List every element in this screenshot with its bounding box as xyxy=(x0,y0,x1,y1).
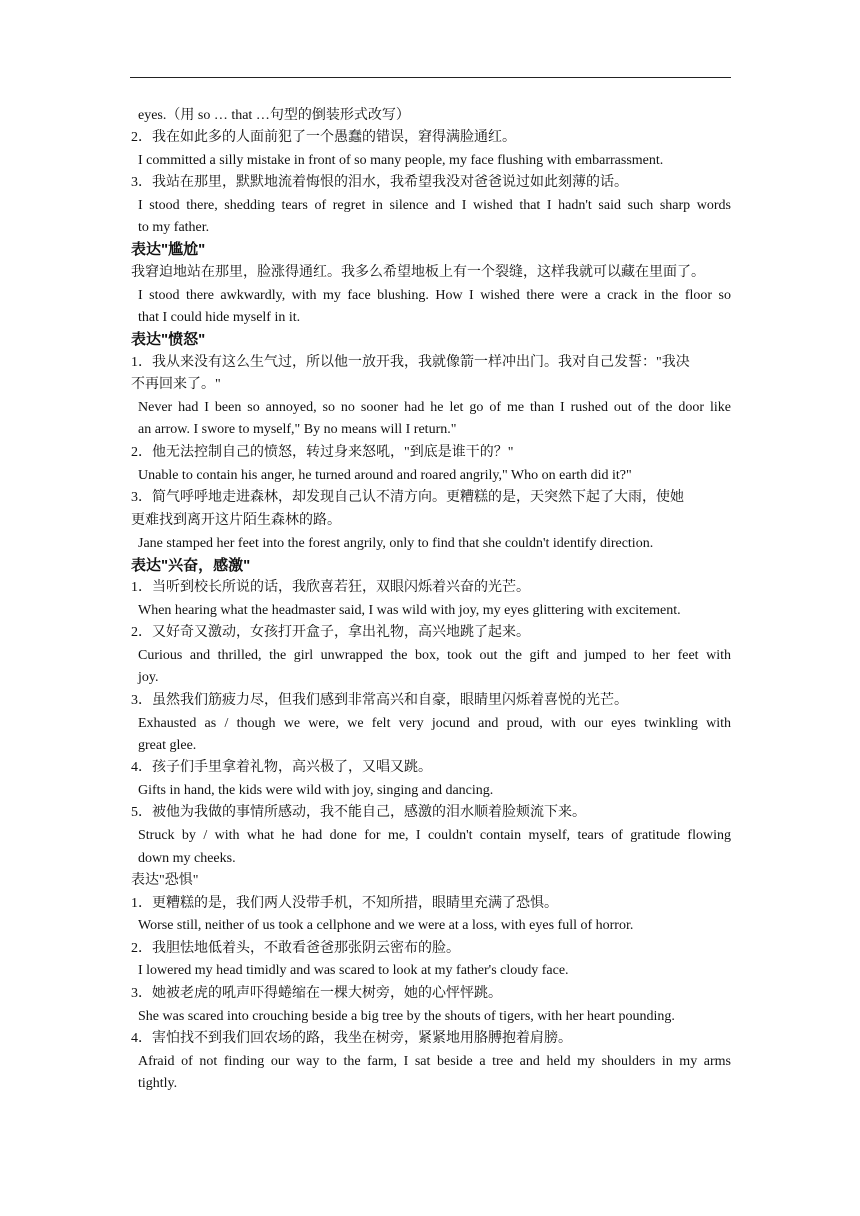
text-line: that I could hide myself in it. xyxy=(138,310,301,325)
text-line: 5．被他为我做的事情所感动，我不能自己，感激的泪水顺着脸颊流下来。 xyxy=(131,805,586,820)
section-heading: 表达"兴奋，感激" xyxy=(131,557,251,574)
text-line: joy. xyxy=(138,670,159,685)
text-line: 3．虽然我们筋疲力尽，但我们感到非常高兴和自豪，眼睛里闪烁着喜悦的光芒。 xyxy=(131,693,628,708)
text-line: 3．我站在那里，默默地流着悔恨的泪水，我希望我没对爸爸说过如此刻薄的话。 xyxy=(131,175,628,190)
text-line: 1．更糟糕的是，我们两人没带手机，不知所措，眼睛里充满了恐惧。 xyxy=(131,896,558,911)
text-line: Never had I been so annoyed, so no sooner had he let go of me than I rushed out of the door like xyxy=(138,400,731,415)
text-line: Afraid of not finding our way to the farm, I sat beside a tree and held my shoulders in my arms xyxy=(138,1054,731,1069)
text-line: eyes.（用 so … that …句型的倒装形式改写） xyxy=(138,108,410,123)
section-heading: 表达"尴尬" xyxy=(131,241,206,258)
section-heading: 表达"愤怒" xyxy=(131,331,206,348)
header-rule xyxy=(130,77,731,78)
text-line: Gifts in hand, the kids were wild with joy, singing and dancing. xyxy=(138,783,494,798)
text-line: I stood there, shedding tears of regret in silence and I wished that I hadn't said such sharp words xyxy=(138,198,731,213)
text-line: Jane stamped her feet into the forest angrily, only to find that she couldn't identify direction. xyxy=(138,536,654,551)
text-line: 2．我在如此多的人面前犯了一个愚蠢的错误，窘得满脸通红。 xyxy=(131,130,516,145)
text-line: I stood there awkwardly, with my face blushing. How I wished there were a crack in the floor so xyxy=(138,288,731,303)
text-line: She was scared into crouching beside a big tree by the shouts of tigers, with her heart pounding. xyxy=(138,1009,675,1024)
text-line: tightly. xyxy=(138,1076,178,1091)
text-line: 4．害怕找不到我们回农场的路，我坐在树旁，紧紧地用胳膊抱着肩膀。 xyxy=(131,1031,572,1046)
text-line: Exhausted as / though we were, we felt very jocund and proud, with our eyes twinkling with xyxy=(138,716,731,731)
text-line: 4．孩子们手里拿着礼物，高兴极了，又唱又跳。 xyxy=(131,760,432,775)
text-line: 更难找到离开这片陌生森林的路。 xyxy=(131,513,341,528)
text-line: great glee. xyxy=(138,738,197,753)
section-heading: 表达"恐惧" xyxy=(131,873,199,888)
text-line: 3．她被老虎的吼声吓得蜷缩在一棵大树旁，她的心怦怦跳。 xyxy=(131,986,502,1001)
text-line: 1．当听到校长所说的话，我欣喜若狂，双眼闪烁着兴奋的光芒。 xyxy=(131,580,530,595)
text-line: I committed a silly mistake in front of so many people, my face flushing with embarrassment. xyxy=(138,153,664,168)
text-line: to my father. xyxy=(138,220,210,235)
text-line: 2．他无法控制自己的愤怒，转过身来怒吼，"到底是谁干的？" xyxy=(131,445,514,460)
text-line: 3．简气呼呼地走进森林，却发现自己认不清方向。更糟糕的是，天突然下起了大雨，使她 xyxy=(131,490,684,505)
text-line: 1．我从来没有这么生气过，所以他一放开我，我就像箭一样冲出门。我对自己发誓："我决 xyxy=(131,355,690,370)
text-line: 2．我胆怯地低着头，不敢看爸爸那张阴云密布的脸。 xyxy=(131,941,460,956)
text-line: 我窘迫地站在那里，脸涨得通红。我多么希望地板上有一个裂缝，这样我就可以藏在里面了。 xyxy=(131,265,705,280)
text-line: Worse still, neither of us took a cellphone and we were at a loss, with eyes full of horror. xyxy=(138,918,634,933)
text-line: down my cheeks. xyxy=(138,851,236,866)
text-line: an arrow. I swore to myself," By no means will I return." xyxy=(138,422,457,437)
text-line: I lowered my head timidly and was scared to look at my father's cloudy face. xyxy=(138,963,569,978)
text-line: Struck by / with what he had done for me, I couldn't contain myself, tears of gratitude flowing xyxy=(138,828,731,843)
text-line: 不再回来了。" xyxy=(131,377,221,392)
text-line: 2．又好奇又激动，女孩打开盒子，拿出礼物，高兴地跳了起来。 xyxy=(131,625,530,640)
text-line: Unable to contain his anger, he turned around and roared angrily," Who on earth did it?" xyxy=(138,468,632,483)
text-line: When hearing what the headmaster said, I was wild with joy, my eyes glittering with excitement. xyxy=(138,603,681,618)
text-line: Curious and thrilled, the girl unwrapped the box, took out the gift and jumped to her feet with xyxy=(138,648,731,663)
